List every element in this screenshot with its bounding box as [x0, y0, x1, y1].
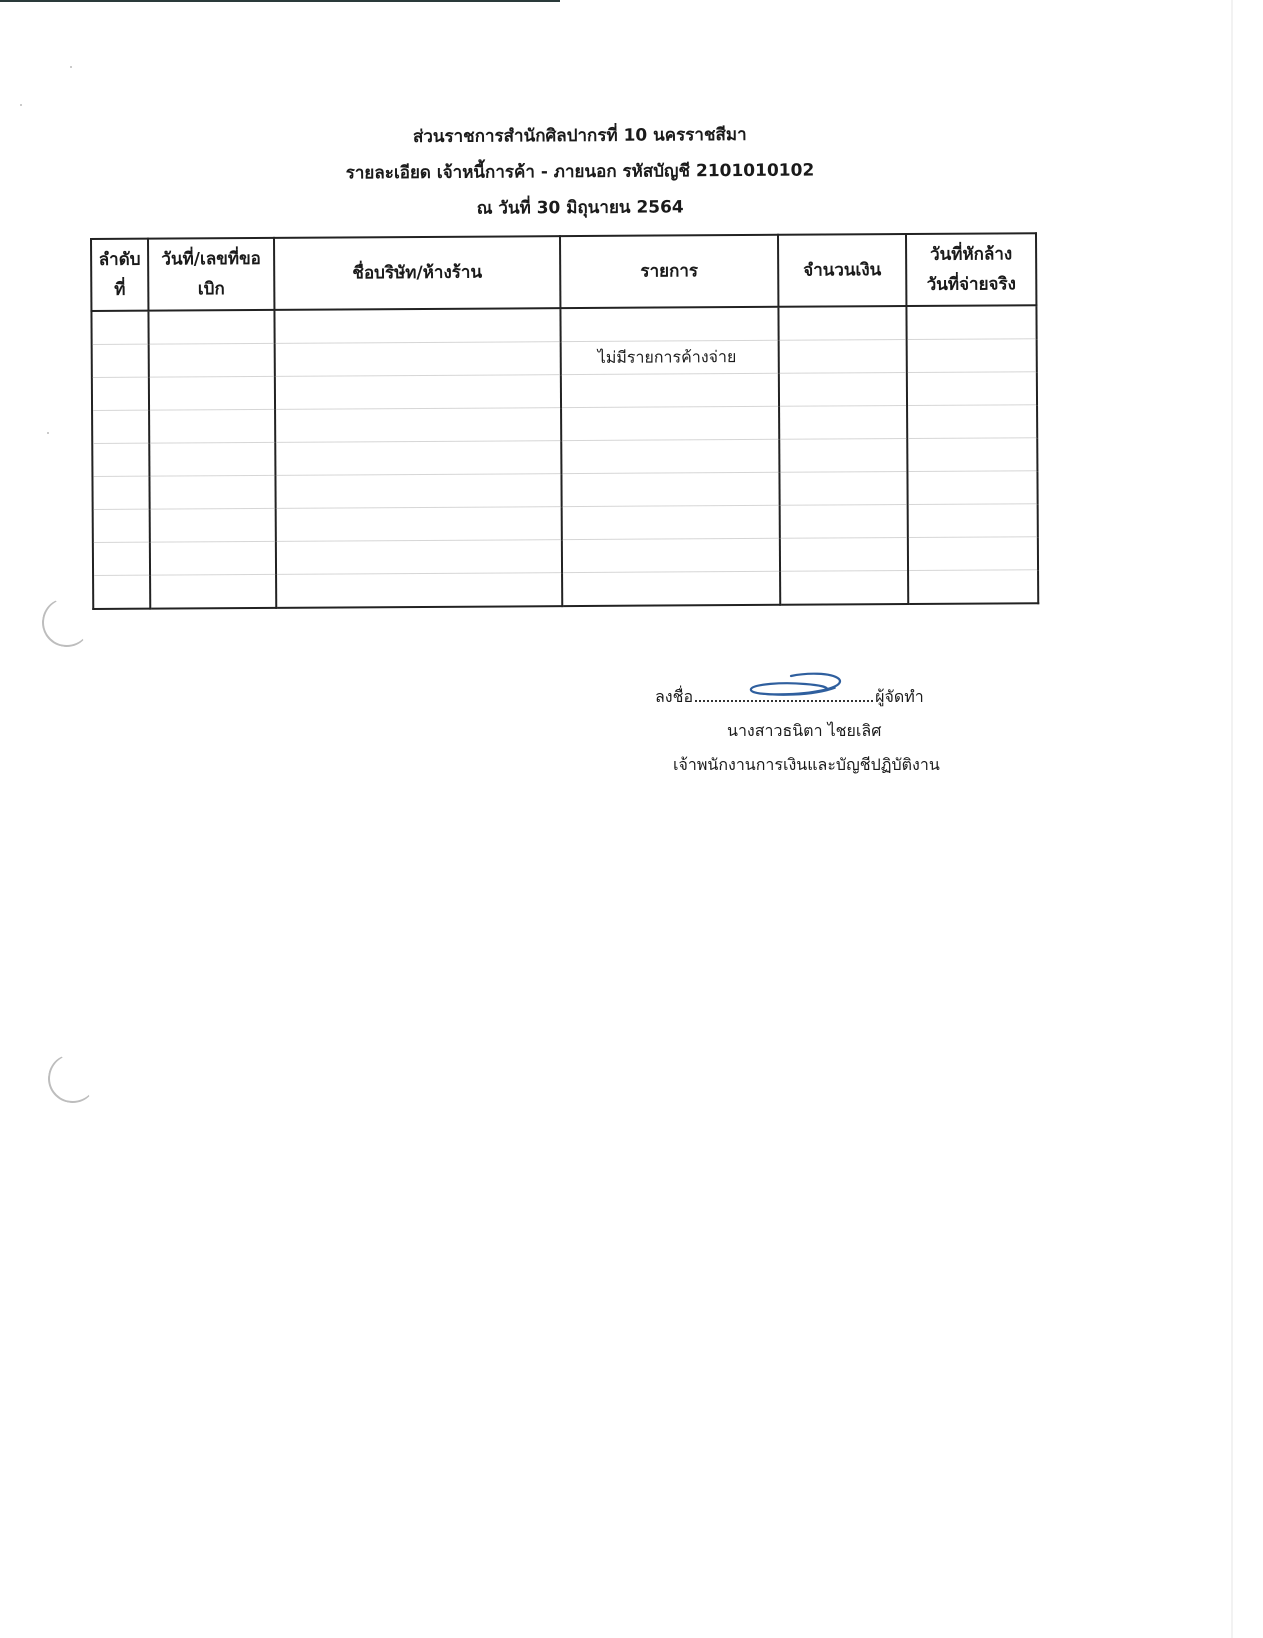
cell-cleared	[907, 405, 1037, 439]
cell-company	[275, 474, 561, 509]
punch-hole-upper	[38, 594, 95, 651]
cell-item	[561, 373, 779, 407]
cell-date	[148, 310, 274, 344]
scan-edge-line	[0, 0, 560, 2]
cell-no	[93, 542, 150, 575]
cell-cleared	[907, 438, 1037, 472]
cell-amount	[780, 538, 908, 572]
cell-date	[149, 442, 275, 476]
cell-amount	[779, 406, 907, 440]
col-header-company: ชื่อบริษัท/ห้างร้าน	[274, 236, 560, 310]
cell-company	[275, 375, 561, 410]
cell-company	[276, 573, 562, 608]
header-agency: ส่วนราชการสำนักศิลปากรที่ 10 นครราชสีมา	[412, 124, 747, 148]
cell-amount	[780, 505, 908, 539]
signature-line	[655, 680, 955, 714]
cell-date	[149, 409, 275, 443]
cell-date	[150, 574, 276, 608]
cell-cleared	[908, 537, 1038, 571]
cell-date	[149, 343, 275, 377]
cell-item	[561, 472, 779, 506]
cell-date	[149, 475, 275, 509]
cell-no	[91, 311, 148, 345]
ledger-table-wrapper	[90, 232, 1037, 623]
cell-no	[92, 476, 149, 509]
cell-company	[274, 308, 560, 343]
role-suffix: ผู้จัดทำ	[875, 687, 924, 706]
col-header-no: ลำดับ ที่	[91, 239, 148, 311]
cell-no	[92, 410, 149, 443]
cell-cleared	[907, 339, 1037, 373]
col-header-date-request: วันที่/เลขที่ขอ เบิก	[148, 238, 274, 311]
scan-speck	[47, 432, 49, 434]
cell-cleared	[907, 372, 1037, 406]
cell-company	[275, 441, 561, 476]
header-date: ณ วันที่ 30 มิถุนายน 2564	[476, 197, 684, 219]
scan-speck	[20, 104, 22, 106]
cell-amount	[779, 340, 907, 374]
sign-label: ลงชื่อ	[655, 687, 694, 706]
scan-speck	[70, 66, 72, 68]
cell-date	[150, 508, 276, 542]
cell-no	[93, 575, 150, 609]
document-header	[330, 116, 831, 227]
cell-item	[560, 307, 778, 342]
scan-right-edge	[1231, 0, 1233, 1638]
cell-company	[276, 507, 562, 542]
cell-no	[93, 509, 150, 542]
cell-amount	[779, 373, 907, 407]
accounts-payable-table	[90, 232, 1039, 610]
cell-cleared	[907, 471, 1037, 505]
cell-company	[276, 540, 562, 575]
cell-no	[92, 443, 149, 476]
cell-date	[149, 376, 275, 410]
cell-no	[92, 377, 149, 410]
cell-company	[275, 342, 561, 377]
col-header-amount: จำนวนเงิน	[778, 234, 906, 307]
cell-amount	[779, 472, 907, 506]
cell-item	[561, 406, 779, 440]
table-row	[93, 570, 1038, 609]
cell-company	[275, 408, 561, 443]
header-account-detail: รายละเอียด เจ้าหนี้การค้า - ภายนอก รหัสบัญชี 2101010102	[345, 160, 815, 184]
cell-item	[561, 439, 779, 473]
col-header-cleared-paid-date: วันที่หักล้าง วันที่จ่ายจริง	[906, 233, 1036, 306]
cell-cleared	[908, 504, 1038, 538]
signature-block	[655, 680, 955, 782]
cell-item	[562, 538, 780, 572]
cell-date	[150, 541, 276, 575]
signer-name: นางสาวธนิตา ไชยเลิศ	[727, 721, 882, 740]
cell-item	[562, 571, 780, 606]
cell-cleared	[908, 570, 1038, 604]
signer-position: เจ้าพนักงานการเงินและบัญชีปฏิบัติงาน	[673, 755, 940, 774]
handwritten-signature-icon	[743, 670, 853, 706]
cell-amount	[779, 439, 907, 473]
cell-item-no-outstanding: ไม่มีรายการค้างจ่าย	[561, 340, 779, 374]
cell-amount	[780, 571, 908, 605]
cell-cleared	[906, 305, 1036, 339]
punch-hole-lower	[44, 1050, 101, 1107]
col-header-item: รายการ	[560, 235, 778, 308]
cell-amount	[778, 306, 906, 340]
table-header-row	[91, 233, 1036, 311]
cell-no	[92, 344, 149, 377]
cell-item	[562, 505, 780, 539]
